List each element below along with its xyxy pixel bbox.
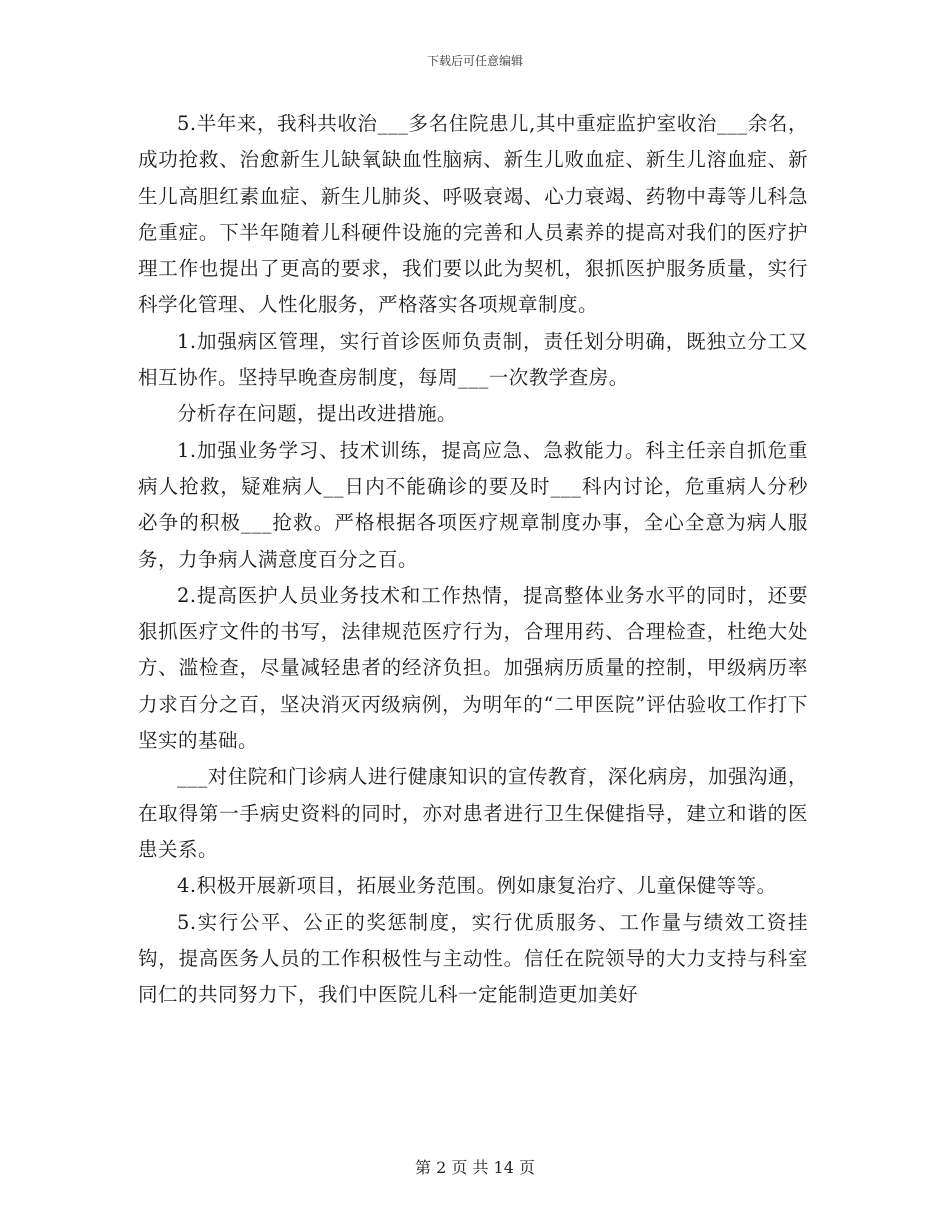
- document-body: [138, 106, 808, 1013]
- paragraph-6: ___对住院和门诊病人进行健康知识的宣传教育，深化病房，加强沟通，在取得第一手病史资料的同时，亦对患者进行卫生保健指导，建立和谐的医患关系。: [138, 765, 808, 861]
- paragraph-5: 2.提高医护人员业务技术和工作热情，提高整体业务水平的同时，还要狠抓医疗文件的书写，法律规范医疗行为，合理用药、合理检查，杜绝大处方、滥检查，尽量减轻患者的经济负担。加强病历质量的控制，甲级病历率力求百分之百，坚决消灭丙级病例，为明年的“二甲医院”评估验收工作打下坚实的基础。: [138, 583, 808, 753]
- paragraph-7: 4.积极开展新项目，拓展业务范围。例如康复治疗、儿童保健等等。: [177, 874, 777, 898]
- paragraph-3: 分析存在问题，提出改进措施。: [177, 402, 458, 426]
- paragraph-2: 1.加强病区管理，实行首诊医师负责制，责任划分明确，既独立分工又相互协作。坚持早晚查房制度，每周___一次教学查房。: [138, 329, 808, 390]
- page-number: 第 2 页 共 14 页: [415, 1158, 535, 1177]
- page-header: 下载后可任意编辑: [426, 54, 523, 68]
- paragraph-4: 1.加强业务学习、技术训练，提高应急、急救能力。科主任亲自抓危重病人抢救，疑难病人__日内不能确诊的要及时___科内讨论，危重病人分秒必争的积极___抢救。严格根据各项医疗规章制度办事，全心全意为病人服务，力争病人满意度百分之百。: [138, 438, 808, 571]
- paragraph-8: 5.实行公平、公正的奖惩制度，实行优质服务、工作量与绩效工资挂钩，提高医务人员的工作积极性与主动性。信任在院领导的大力支持与科室同仁的共同努力下，我们中医院儿科一定能制造更加美好: [138, 910, 808, 1007]
- paragraph-1: 5.半年来，我科共收治___多名住院患儿,其中重症监护室收治___余名，成功抢救、治愈新生儿缺氧缺血性脑病、新生儿败血症、新生儿溶血症、新生儿高胆红素血症、新生儿肺炎、呼吸衰竭、心力衰竭、药物中毒等儿科急危重症。下半年随着儿科硬件设施的完善和人员素养的提高对我们的医疗护理工作也提出了更高的要求，我们要以此为契机，狠抓医护服务质量，实行科学化管理、人性化服务，严格落实各项规章制度。: [138, 112, 808, 317]
